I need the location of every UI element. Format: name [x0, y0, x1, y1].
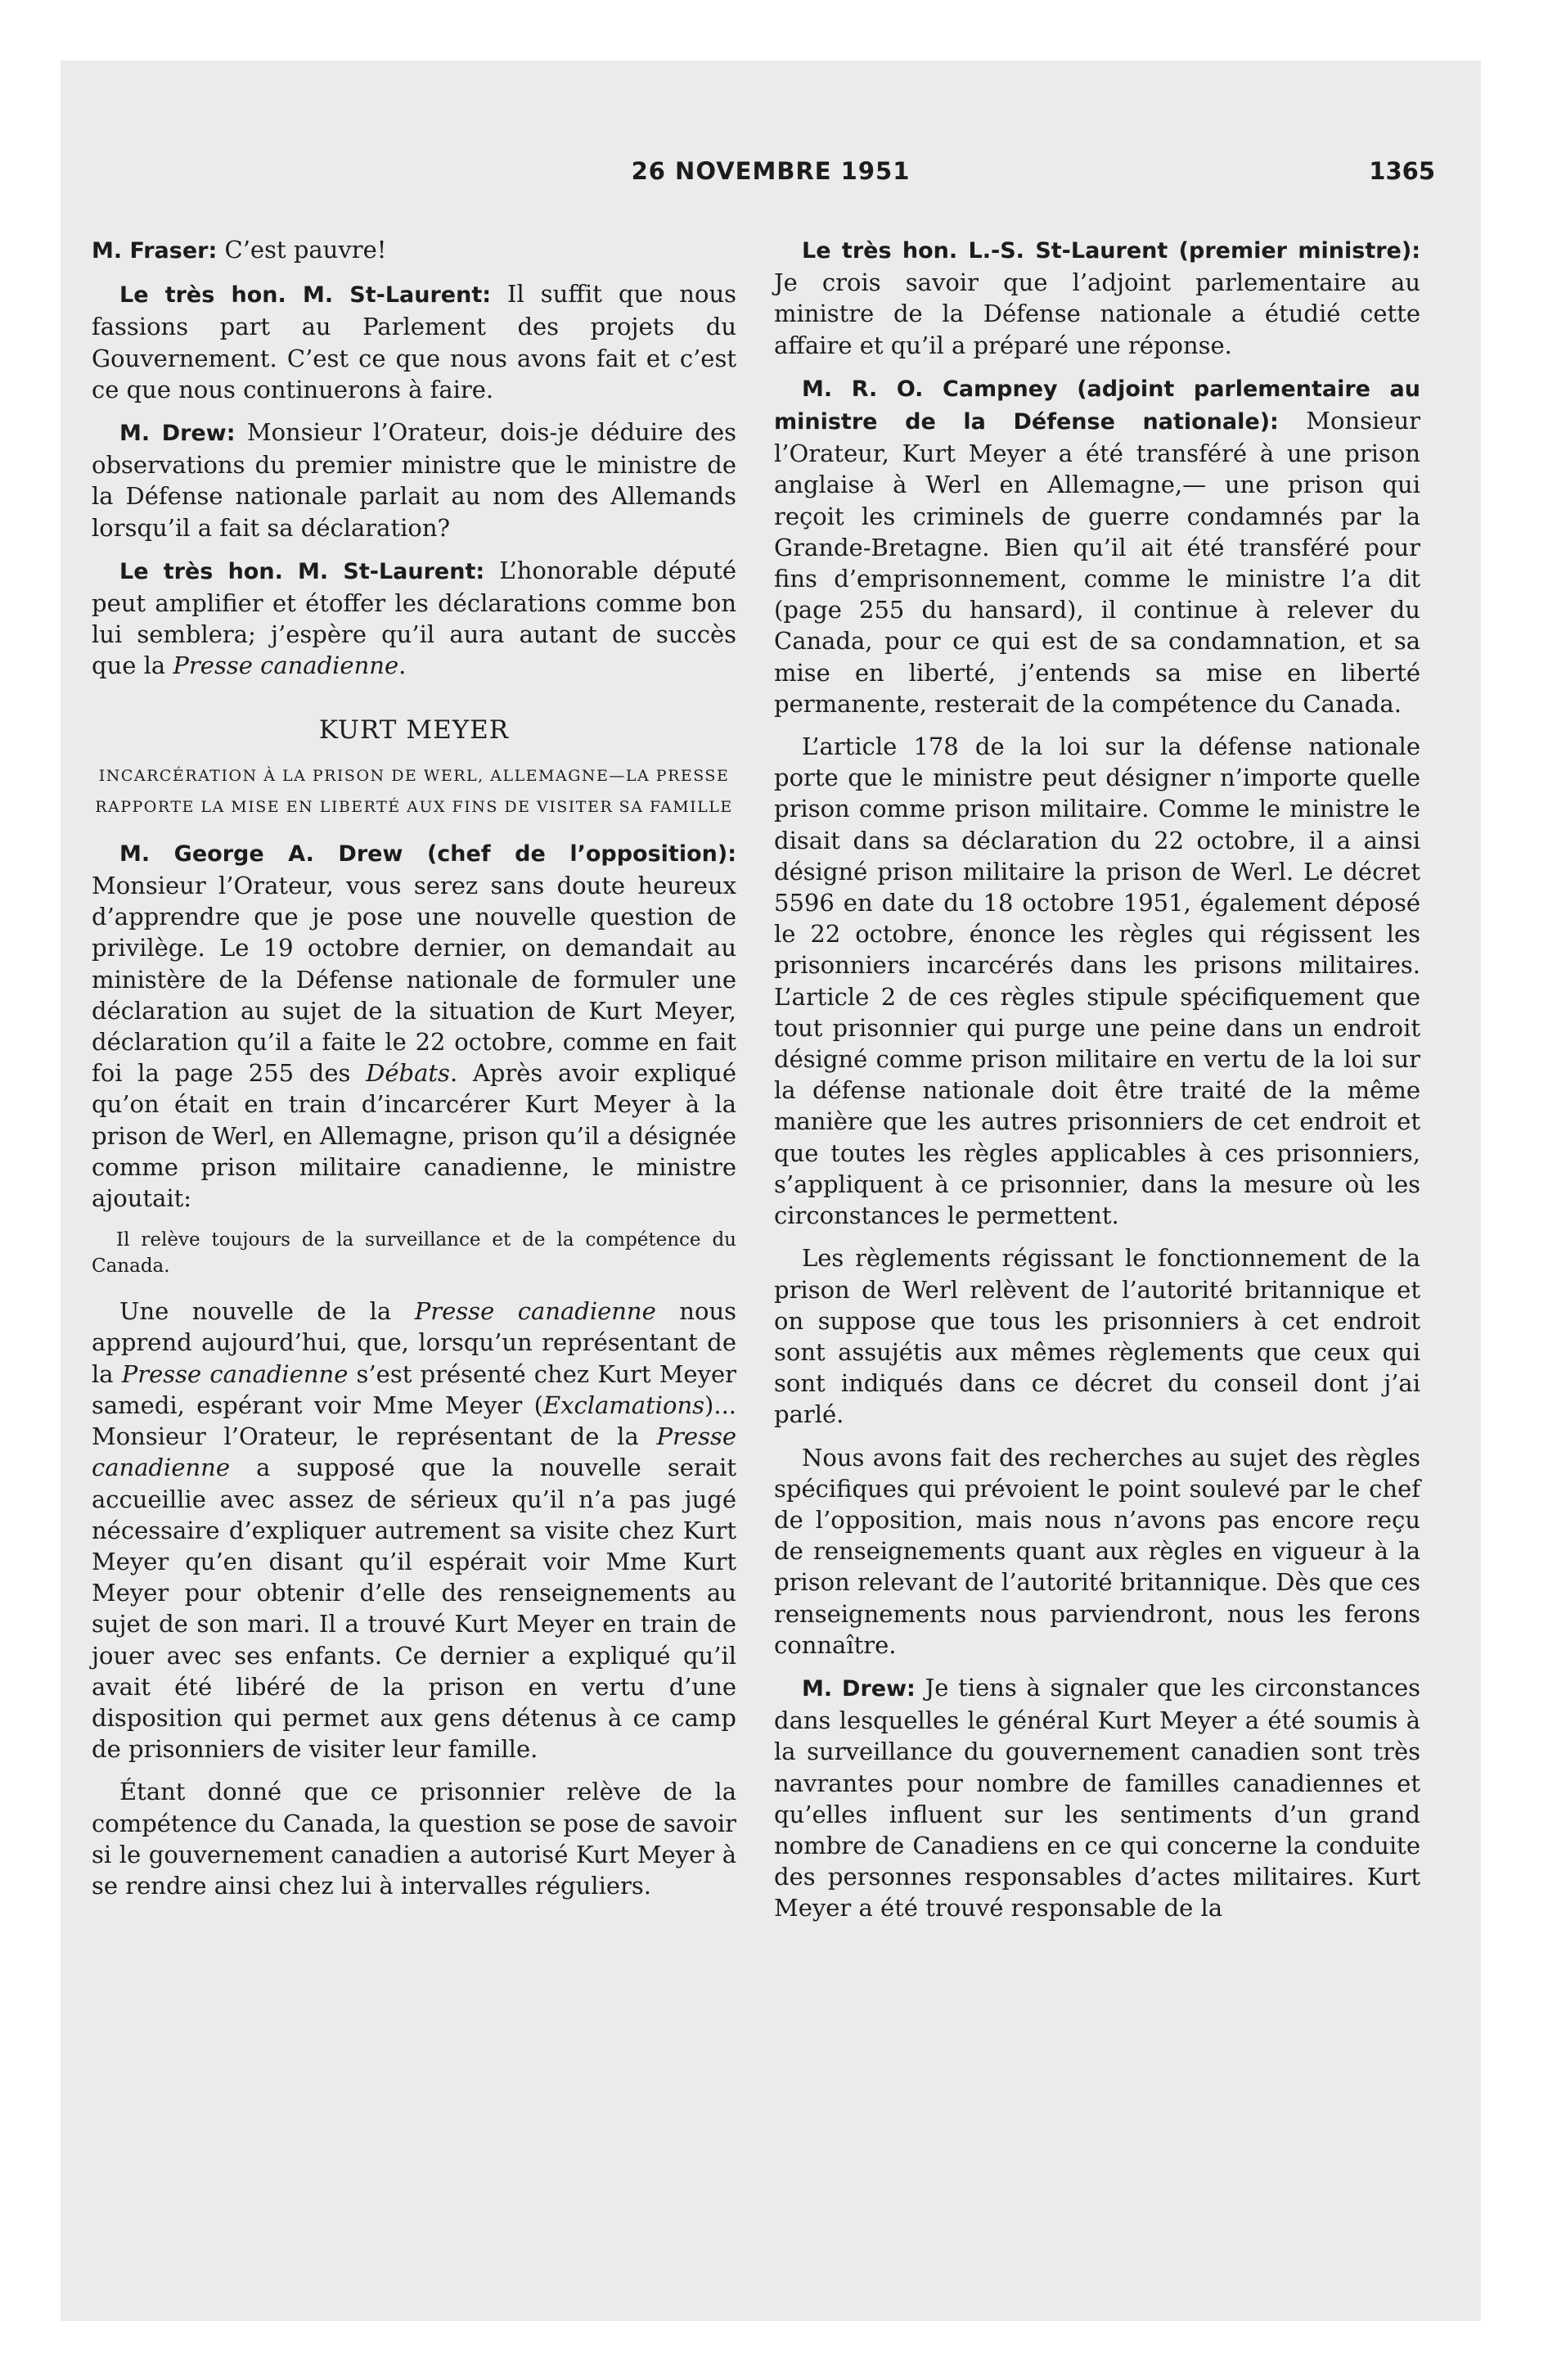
paragraph-text: Je tiens à signaler que les circonstances dans lesquelles le général Kurt Meyer a été soumis à la surveillance du gouvernement canadien sont très navrantes pour nombre de familles canadiennes et qu’elles influent sur les sentiments d’un grand nombre de Canadiens en ce qui concerne la conduite des personnes responsables d’actes militaires. Kurt Meyer a été trouvé responsable de la	[774, 1673, 1420, 1922]
italic-text: Presse canadienne	[173, 651, 399, 680]
header-date: 26 NOVEMBRE 1951	[631, 157, 911, 185]
paragraph: L’article 178 de la loi sur la défense nationale porte que le ministre peut désigner n’importe quelle prison comme prison militaire. Comme le ministre le disait dans sa déclaration du 22 octobre, il a ainsi désigné prison militaire la prison de Werl. Le décret 5596 en date du 18 octobre 1951, également déposé le 22 octobre, énonce les règles qui régissent les prisonniers incarcérés dans les prisons militaires. L’article 2 de ces règles stipule spécifiquement que tout prisonnier qui purge une peine dans un endroit désigné comme prison militaire en vertu de la loi sur la défense nationale doit être traité de la même manière que les autres prisonniers de cet endroit et que toutes les règles applicables à ces prisonniers, s’appliquent à ce prisonnier, dans la mesure où les circonstances le permettent.	[774, 732, 1420, 1230]
italic-text: Exclamations	[542, 1391, 705, 1419]
paragraph: Étant donné que ce prisonnier relève de la compétence du Canada, la question se pose de savoir si le gouvernement canadien a autorisé Kurt Meyer à se rendre ainsi chez lui à intervalles réguliers.	[92, 1778, 736, 1900]
paragraph-text: C’est pauvre!	[217, 236, 387, 264]
paragraph	[92, 837, 736, 1214]
paragraph: Les règlements régissant le fonctionnement de la prison de Werl relèvent de l’autorité britannique et on suppose que tous les prisonniers à cet endroit sont assujétis aux mêmes règlements que ceux qui sont indiqués dans ce décret du conseil dont j’ai parlé.	[774, 1244, 1420, 1429]
paragraph-text: Monsieur l’Orateur, vous serez sans doute heureux d’apprendre que je pose une nouvelle question de privilège. Le 19 octobre dernier, on demandait au ministère de la Défense nationale de formuler une déclaration au sujet de la situation de Kurt Meyer, déclaration qu’il a faite le 22 octobre, comme en fait foi la page 255 des	[92, 872, 736, 1088]
right-column	[774, 234, 1420, 1936]
speaker-name: M. Drew:	[119, 421, 236, 447]
running-head	[61, 157, 1481, 193]
paragraph-text: Je crois savoir que l’adjoint parlementaire au ministre de la Défense nationale a étudié cette affaire et qu’il a préparé une réponse.	[774, 268, 1420, 359]
speaker-name: M. R. O. Campney (adjoint parlementaire au ministre de la Défense nationale):	[774, 376, 1420, 435]
page-number: 1365	[1369, 157, 1435, 185]
paragraph	[774, 372, 1420, 719]
italic-text: Presse canadienne	[92, 1422, 736, 1482]
left-column	[92, 234, 736, 1913]
hansard-page	[61, 61, 1481, 2321]
paragraph: Nous avons fait des recherches au sujet des règles spécifiques qui prévoient le point soulevé par le chef de l’opposition, mais nous n’avons pas encore reçu de renseignements quant aux règles en vigueur à la prison relevant de l’autorité britannique. Dès que ces renseignements nous parviendront, nous les ferons connaître.	[774, 1443, 1420, 1659]
paragraph-text: Une nouvelle de la	[119, 1297, 415, 1326]
speaker-name: M. George A. Drew (chef de l’opposition):	[119, 841, 736, 867]
paragraph-text: )... Monsieur l’Orateur, le représentant de la	[92, 1391, 736, 1451]
speaker-name: Le très hon. M. St-Laurent:	[119, 282, 492, 309]
paragraph	[92, 234, 736, 267]
paragraph-text: Monsieur l’Orateur, Kurt Meyer a été transféré à une prison anglaise à Werl en Allemagne,— une prison qui reçoit les criminels de guerre condamnés par la Grande-Bretagne. Bien qu’il ait été transféré pour fins d’emprisonnement, comme le ministre l’a dit (page 255 du hansard), il continue à relever du Canada, pour ce qui est de sa condamnation, et sa mise en liberté, j’entends sa mise en liberté permanente, resterait de la compétence du Canada.	[774, 407, 1420, 718]
speaker-name: Le très hon. L.-S. St-Laurent (premier ministre):	[802, 238, 1420, 264]
paragraph-text: s’est présenté chez Kurt Meyer samedi, espérant voir Mme Meyer (	[92, 1359, 736, 1419]
paragraph	[92, 417, 736, 543]
paragraph-text: Monsieur l’Orateur, dois-je déduire des observations du premier ministre que le ministre de la Défense nationale parlait au nom des Allemands lorsqu’il a fait sa déclaration?	[92, 418, 736, 542]
speaker-name: M. Fraser:	[92, 238, 218, 264]
paragraph	[774, 234, 1420, 361]
paragraph-text: . Après avoir expliqué qu’on était en train d’incarcérer Kurt Meyer à la prison de Werl, en Allemagne, prison qu’il a désignée comme prison militaire canadienne, le ministre ajoutait:	[92, 1059, 736, 1213]
italic-text: Débats	[366, 1059, 450, 1088]
italic-text: Presse canadienne	[121, 1359, 349, 1388]
paragraph-text: nous apprend aujourd’hui, que, lorsqu’un représentant de la	[92, 1297, 737, 1388]
paragraph-text: .	[398, 651, 407, 680]
paragraph-text: a supposé que la nouvelle serait accueillie avec assez de sérieux qu’il n’a pas jugé nécessaire d’expliquer autrement sa visite chez Kurt Meyer qu’en disant qu’il espérait voir Mme Kurt Meyer pour obtenir d’elle des renseignements au sujet de son mari. Il a trouvé Kurt Meyer en train de jouer avec ses enfants. Ce dernier a expliqué qu’il avait été libéré de la prison en vertu d’une disposition qui permet aux gens détenus à ce camp de prisonniers de visiter leur famille.	[92, 1454, 736, 1764]
speaker-name: Le très hon. M. St-Laurent:	[119, 558, 485, 584]
paragraph	[92, 278, 736, 405]
section-subtitle: INCARCÉRATION À LA PRISON DE WERL, ALLEMAGNE—LA PRESSE RAPPORTE LA MISE EN LIBERTÉ AUX FINS DE VISITER SA FAMILLE	[95, 766, 733, 816]
section-title: KURT MEYER	[318, 714, 510, 745]
paragraph	[92, 1296, 736, 1765]
italic-text: Presse canadienne	[414, 1297, 656, 1326]
paragraph	[774, 1672, 1420, 1924]
paragraph-text: L’honorable député peut amplifier et étoffer les déclarations comme bon lui semblera; j’espère qu’il aura autant de succès que la	[92, 556, 736, 680]
paragraph-text: Il suffit que nous fassions part au Parlement des projets du Gouvernement. C’est ce que nous avons fait et c’est ce que nous continuerons à faire.	[92, 280, 736, 403]
paragraph	[92, 555, 736, 682]
speaker-name: M. Drew:	[802, 1675, 916, 1702]
block-quote: Il relève toujours de la surveillance et de la compétence du Canada.	[92, 1229, 736, 1278]
